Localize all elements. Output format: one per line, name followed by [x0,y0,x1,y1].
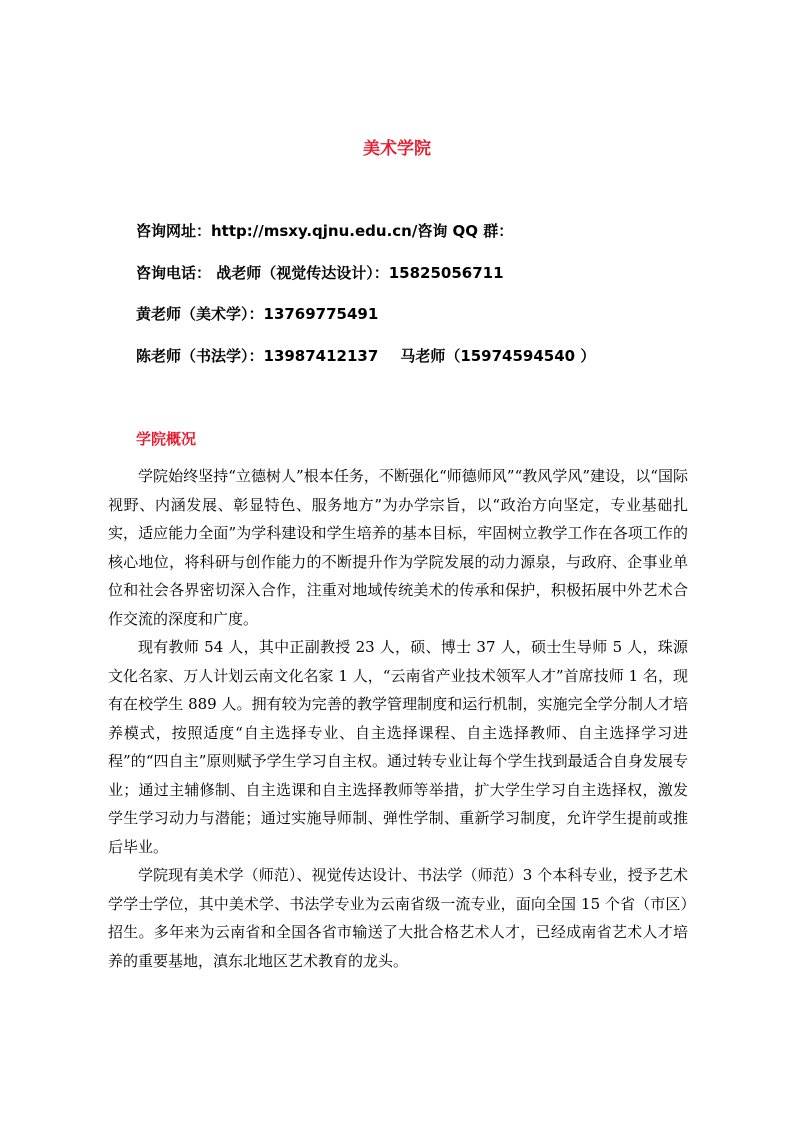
contact-huang-line: 黄老师（美术学）：13769775491 [136,305,379,323]
contact-website-line: 咨询网址：http://msxy.qjnu.edu.cn/咨询 QQ 群： [136,222,514,240]
overview-paragraph: 现有教师 54 人，其中正副教授 23 人，硕、博士 37 人，硕士生导师 5 人，珠源文化名家、万人计划云南文化名家 1 人，“云南省产业技术领军人才”首席技师 1 名，现有在校学生 889 人。拥有较为完善的教学管理制度和运行机制，实施完全学分制人才培养模式，按照适度“自主选择专业、自主选择课程、自主选择教师、自主选择学习进程”的“四自主”原则赋予学生学习自主权。通过转专业让每个学生找到最适合自身发展专业；通过主辅修制、自主选课和自主选择教师等举措，扩大学生学习自主选择权，激发学生学习动力与潜能；通过实施导师制、弹性学制、重新学习制度，允许学生提前或推后毕业。 [108,638,688,856]
contact-ma: 马老师（15974594540 ） [400,347,596,365]
contact-chen-ma-line [136,345,696,366]
section-heading-overview: 学院概况 [136,430,197,448]
contact-chen: 陈老师（书法学）：13987412137 [136,347,379,365]
page-title: 美术学院 [363,139,431,159]
overview-paragraph: 学院现有美术学（师范）、视觉传达设计、书法学（师范）3 个本科专业，授予艺术学学士学位，其中美术学、书法学专业为云南省级一流专业，面向全国 15 个省（市区）招生。多年来为云南省和全国各省市输送了大批合格艺术人才，已经成南省艺术人才培养的重要基地，滇东北地区艺术教育的龙头。 [108,866,688,970]
overview-paragraph: 学院始终坚持“立德树人”根本任务，不断强化“师德师风”“教风学风”建设，以“国际视野、内涵发展、彰显特色、服务地方”为办学宗旨，以“政治方向坚定，专业基础扎实，适应能力全面”为学科建设和学生培养的基本目标，牢固树立教学工作在各项工作的核心地位，将科研与创作能力的不断提升作为学院发展的动力源泉，与政府、企事业单位和社会各界密切深入合作，注重对地域传统美术的传承和保护，积极拓展中外艺术合作交流的深度和广度。 [108,467,688,628]
contact-phone-line: 咨询电话： 战老师（视觉传达设计）：15825056711 [136,264,504,282]
overview-body [108,462,688,975]
